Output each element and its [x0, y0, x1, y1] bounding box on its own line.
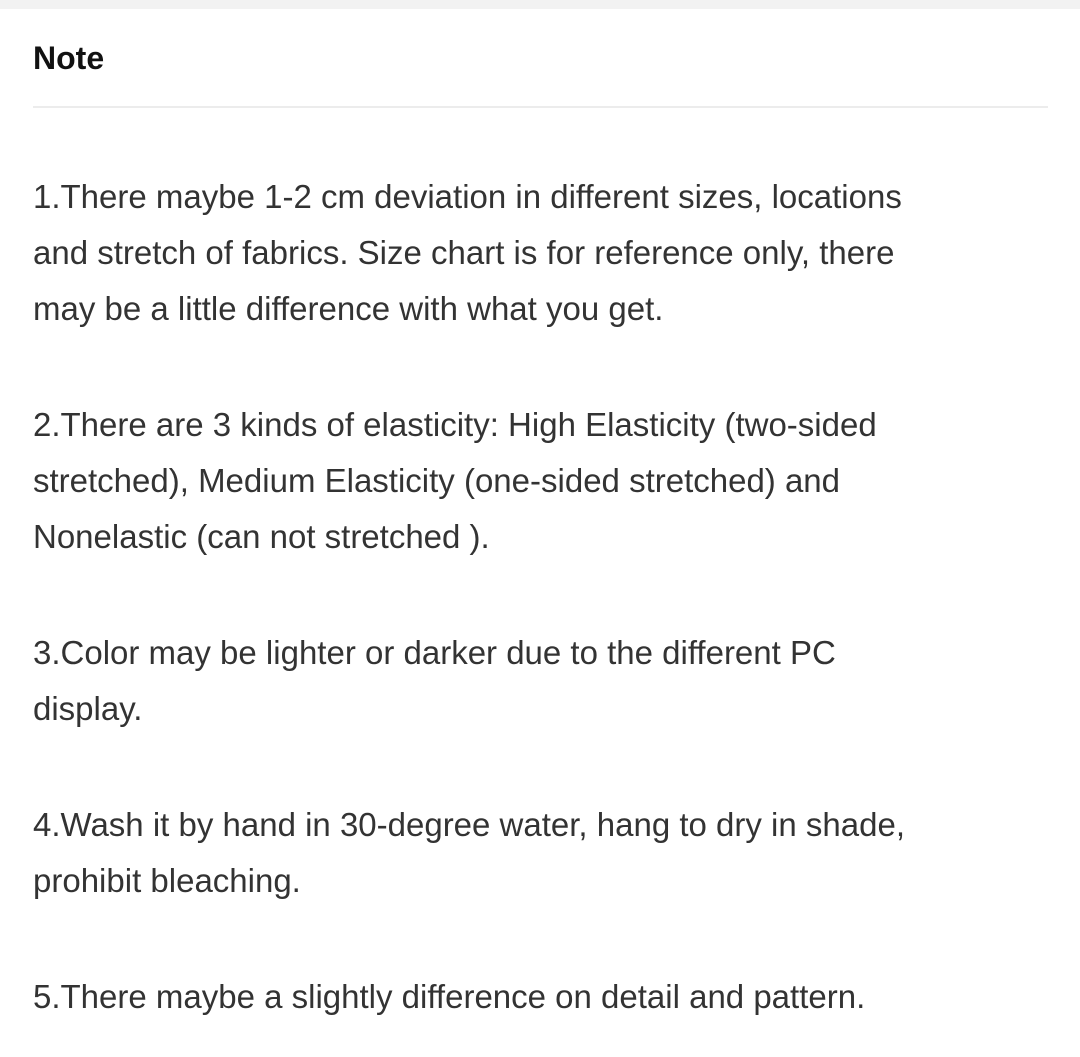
note-item-washing-instructions: 4.Wash it by hand in 30-degree water, hang to dry in shade, prohibit bleaching. — [33, 806, 905, 899]
title-divider — [33, 106, 1048, 108]
note-item-size-deviation: 1.There maybe 1-2 cm deviation in different sizes, locations and stretch of fabrics. Size chart is for reference only, there may be a little difference with what you get. — [33, 178, 902, 327]
note-list — [33, 169, 1033, 1025]
note-item-color-display: 3.Color may be lighter or darker due to the different PC display. — [33, 634, 836, 727]
note-section — [0, 9, 1080, 1057]
note-item-elasticity: 2.There are 3 kinds of elasticity: High Elasticity (two-sided stretched), Medium Elasticity (one-sided stretched) and Nonelastic (can not stretched ). — [33, 406, 877, 555]
top-separator-strip — [0, 0, 1080, 9]
note-item-detail-difference: 5.There maybe a slightly difference on detail and pattern. — [33, 978, 866, 1015]
note-title: Note — [33, 40, 105, 76]
